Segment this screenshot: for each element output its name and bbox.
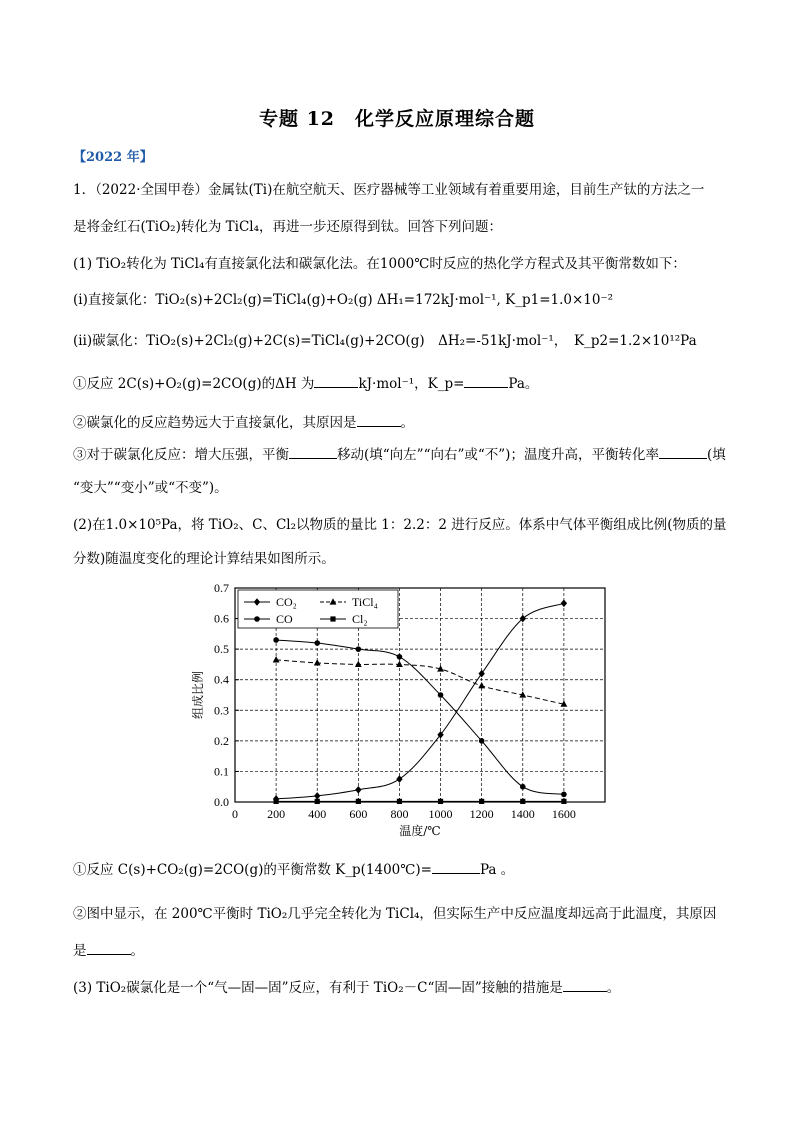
x-tick-label: 1200 — [469, 807, 494, 821]
x-tick-label: 1400 — [510, 807, 535, 821]
sub-question-2 — [73, 411, 414, 431]
data-point-cl2 — [315, 799, 320, 804]
sub-question-2-text-b: 。 — [400, 415, 414, 431]
data-point-cl2 — [397, 799, 402, 804]
sub-question-3-text-a: ③对于碳氯化反应：增大压强，平衡 — [73, 447, 289, 463]
sub-question-3-text-c: (填 — [706, 447, 726, 463]
sub-question-3-text-b: 移动(填“向左”“向右”或“不”)；温度升高，平衡转化率 — [337, 447, 659, 463]
sub-question-1-text-a: ①反应 2C(s)+O₂(g)=2CO(g)的ΔH 为 — [73, 376, 315, 392]
data-point-cl2 — [479, 799, 484, 804]
part3-text-a: (3) TiO₂碳氯化是一个“气—固—固”反应，有利于 TiO₂－C“固—固”接触的措施是 — [73, 980, 563, 996]
y-tick-label: 0.1 — [214, 764, 229, 779]
question-2-1-text-a: ①反应 C(s)+CO₂(g)=2CO(g)的平衡常数 K_p(1400℃)= — [73, 862, 432, 878]
data-point-co — [438, 692, 444, 698]
y-tick-label: 0.6 — [214, 611, 229, 626]
legend-label-co: CO — [276, 612, 293, 626]
part3 — [73, 976, 620, 996]
data-point-cl2 — [561, 799, 566, 804]
question-2-1 — [73, 858, 514, 878]
q1-intro-line1: 1．（2022·全国甲卷）金属钛(Ti)在航空航天、医疗器械等工业领域有着重要用途，目前生产钛的方法之一 — [73, 182, 705, 198]
sub-question-1-text-b: kJ·mol⁻¹，K_p= — [358, 376, 465, 392]
y-tick-label: 0.7 — [214, 581, 229, 595]
sub-question-2-text-a: ②碳氯化的反应趋势远大于直接氯化，其原因是 — [73, 415, 357, 431]
data-point-cl2 — [274, 799, 279, 804]
legend-marker-cl2 — [330, 616, 335, 621]
sub-question-1-text-c: Pa。 — [508, 376, 539, 392]
answer-blank[interactable] — [432, 861, 480, 874]
x-tick-label: 200 — [267, 807, 286, 821]
answer-blank[interactable] — [563, 979, 607, 992]
x-tick-label: 1600 — [551, 807, 576, 821]
part2-intro-line1: (2)在1.0×10⁵Pa，将 TiO₂、C、Cl₂以物质的量比 1：2.2：2 进行反应。体系中气体平衡组成比例(物质的量 — [73, 517, 727, 533]
data-point-co — [397, 654, 403, 660]
part3-text-b: 。 — [606, 980, 621, 996]
page-title: 专题 12 化学反应原理综合题 — [258, 108, 536, 130]
question-2-2-line1: ②图中显示，在 200℃平衡时 TiO₂几乎完全转化为 TiCl₄，但实际生产中反应温度却远高于此温度，其原因 — [73, 906, 717, 922]
data-point-co — [520, 784, 526, 790]
data-point-co — [314, 640, 320, 646]
sub-question-3 — [73, 443, 726, 463]
y-tick-label: 0.0 — [214, 795, 229, 809]
y-tick-label: 0.5 — [214, 642, 229, 657]
data-point-co — [273, 637, 279, 643]
answer-blank[interactable] — [464, 375, 508, 388]
data-point-cl2 — [356, 799, 361, 804]
composition-chart — [180, 578, 620, 838]
question-2-2-text-b: 是 — [73, 943, 87, 959]
legend-label-ticl4: TiCl₄ — [352, 595, 378, 609]
sub-question-3-line2: “变大”“变小”或“不变”)。 — [73, 480, 228, 496]
legend-marker-co — [254, 616, 260, 622]
sub-question-1 — [73, 372, 538, 392]
y-tick-label: 0.4 — [214, 672, 229, 687]
reaction-i: (ⅰ)直接氯化：TiO₂(s)+2Cl₂(g)=TiCl₄(g)+O₂(g) ΔH₁=172kJ·mol⁻¹, K_p1=1.0×10⁻² — [73, 292, 614, 308]
answer-blank[interactable] — [357, 414, 401, 427]
x-tick-label: 400 — [308, 807, 327, 821]
answer-blank[interactable] — [659, 446, 707, 459]
legend-label-co2: CO₂ — [276, 595, 297, 609]
x-tick-label: 1000 — [428, 807, 453, 821]
data-point-cl2 — [520, 799, 525, 804]
part1-intro: (1) TiO₂转化为 TiCl₄有直接氯化法和碳氯化法。在1000℃时反应的热化学方程式及其平衡常数如下： — [73, 256, 686, 272]
x-axis-label: 温度/℃ — [399, 824, 441, 838]
x-tick-label: 800 — [390, 807, 409, 821]
question-2-2-text-c: 。 — [130, 943, 144, 959]
question-2-2-line2 — [73, 939, 144, 959]
reaction-ii: (ⅱ)碳氯化：TiO₂(s)+2Cl₂(g)+2C(s)=TiCl₄(g)+2CO(g) ΔH₂=-51kJ·mol⁻¹， K_p2=1.2×10¹²Pa — [73, 333, 697, 349]
part2-intro-line2: 分数)随温度变化的理论计算结果如图所示。 — [73, 551, 335, 567]
q1-intro-line2: 是将金红石(TiO₂)转化为 TiCl₄，再进一步还原得到钛。回答下列问题： — [73, 219, 503, 235]
answer-blank[interactable] — [87, 942, 131, 955]
x-tick-label: 0 — [232, 807, 238, 821]
question-2-1-text-b: Pa 。 — [479, 862, 515, 878]
legend-label-cl2: Cl₂ — [352, 612, 368, 626]
year-tag: 【2022 年】 — [73, 150, 153, 165]
data-point-cl2 — [438, 799, 443, 804]
answer-blank[interactable] — [289, 446, 337, 459]
y-tick-label: 0.2 — [214, 733, 229, 748]
data-point-co — [479, 738, 485, 744]
y-axis-label: 组成比例 — [191, 670, 205, 720]
y-tick-label: 0.3 — [214, 703, 229, 718]
data-point-co — [561, 792, 567, 798]
data-point-co — [356, 646, 362, 652]
x-tick-label: 600 — [349, 807, 368, 821]
answer-blank[interactable] — [314, 375, 358, 388]
